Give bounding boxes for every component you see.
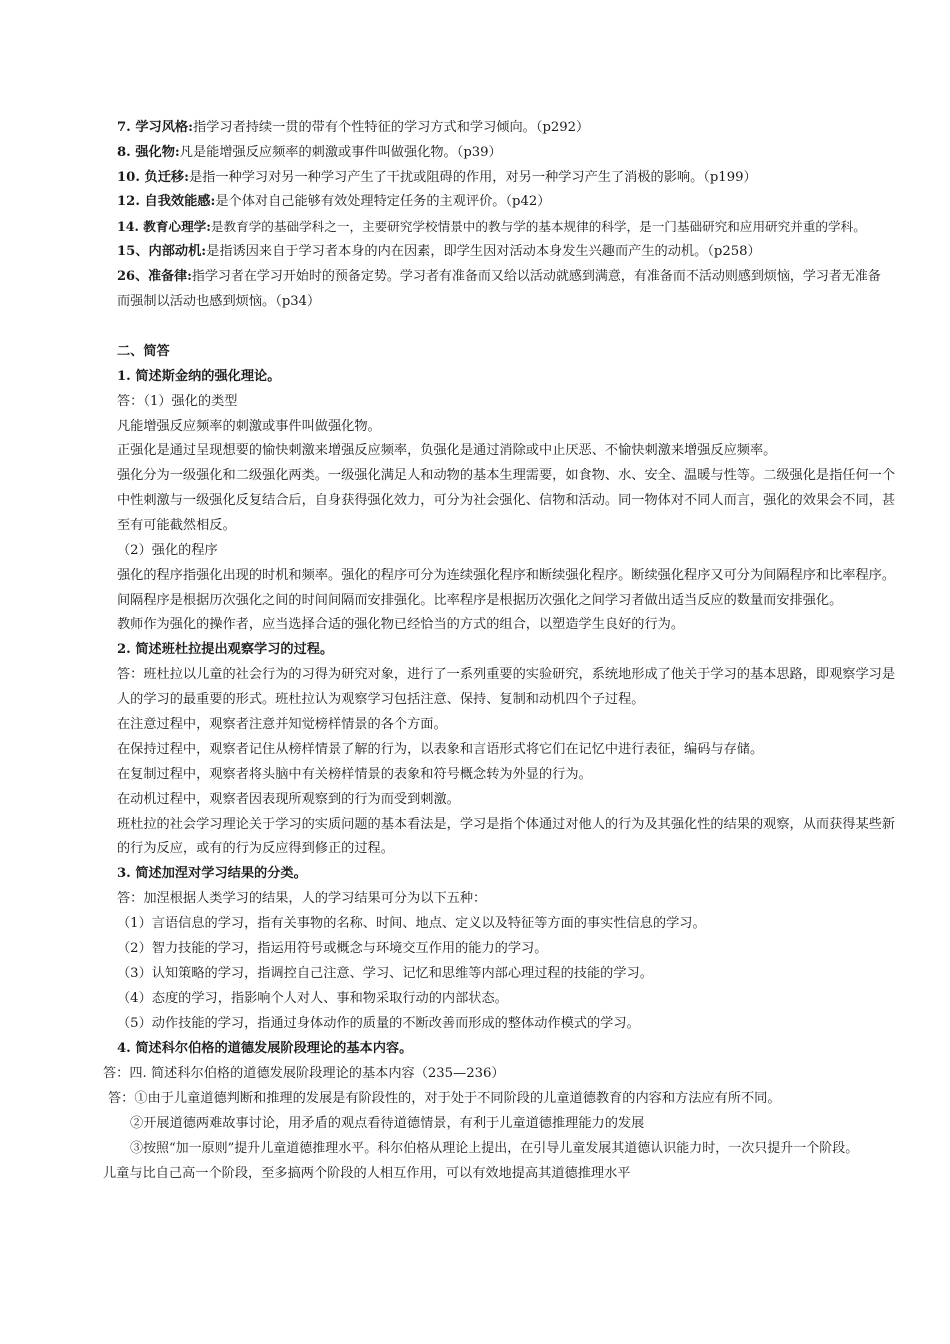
answer-line: 正强化是通过呈现想要的愉快刺激来增强反应频率，负强化是通过消除或中止厌恶、不愉快刺激来增强反应频率。: [117, 443, 777, 458]
answer-line: 人的学习的最重要的形式。班杜拉认为观察学习包括注意、保持、复制和动机四个子过程。: [117, 692, 645, 707]
answer-line: 在注意过程中，观察者注意并知觉榜样情景的各个方面。: [117, 717, 447, 732]
answer-line: 儿童与比自己高一个阶段，至多搞两个阶段的人相互作用，可以有效地提高其道德推理水平: [103, 1166, 631, 1181]
answer-line: 中性刺激与一级强化反复结合后，自身获得强化效力，可分为社会强化、信物和活动。同一物体对不同人而言，强化的效果会不同，甚: [117, 493, 896, 508]
definition-item: [117, 242, 761, 262]
answer-line: 强化的程序指强化出现的时机和频率。强化的程序可分为连续强化程序和断续强化程序。断续强化程序又可分为间隔程序和比率程序。: [117, 568, 896, 583]
answer-line: 在保持过程中，观察者记住从榜样情景了解的行为，以表象和言语形式将它们在记忆中进行表征，编码与存储。: [117, 742, 764, 757]
definition-term: 12. 自我效能感:: [117, 194, 216, 209]
answer-line: 答：①由于儿童道德判断和推理的发展是有阶段性的，对于处于不同阶段的儿童道德教育的内容和方法应有所不同。: [108, 1091, 781, 1106]
answer-line: （5）动作技能的学习，指通过身体动作的质量的不断改善而形成的整体动作模式的学习。: [117, 1016, 640, 1031]
definition-item: [117, 217, 866, 237]
answer-line: （1）言语信息的学习，指有关事物的名称、时间、地点、定义以及特征等方面的事实性信息的学习。: [117, 916, 706, 931]
answer-line: 在复制过程中，观察者将头脑中有关榜样情景的表象和符号概念转为外显的行为。: [117, 767, 592, 782]
definition-item: [117, 192, 550, 212]
definition-text: 是指诱因来自于学习者本身的内在因素，即学生因对活动本身发生兴趣而产生的动机。（p258）: [206, 244, 761, 259]
definition-text: 是个体对自己能够有效处理特定任务的主观评价。（p42）: [215, 194, 551, 209]
question-title: 1. 简述斯金纳的强化理论。: [117, 369, 281, 384]
answer-line: 班杜拉的社会学习理论关于学习的实质问题的基本看法是，学习是指个体通过对他人的行为及其强化性的结果的观察，从而获得某些新: [117, 817, 896, 832]
answer-line: 答：加涅根据人类学习的结果，人的学习结果可分为以下五种：: [117, 891, 487, 906]
answer-line: 凡能增强反应频率的刺激或事件叫做强化物。: [117, 419, 381, 434]
definition-item: [117, 118, 589, 138]
answer-line: 教师作为强化的操作者，应当选择合适的强化物已经恰当的方式的组合，以塑造学生良好的行为。: [117, 617, 685, 632]
section-title: 二、简答: [117, 344, 170, 359]
answer-line: 的行为反应，或有的行为反应得到修正的过程。: [117, 841, 394, 856]
question-title: 4. 简述科尔伯格的道德发展阶段理论的基本内容。: [117, 1041, 413, 1056]
definition-item: [117, 267, 881, 287]
answer-line: （2）强化的程序: [117, 543, 218, 558]
definition-term: 10. 负迁移:: [117, 170, 189, 185]
answer-line: （4）态度的学习，指影响个人对人、事和物采取行动的内部状态。: [117, 991, 508, 1006]
answer-line: （2）智力技能的学习，指运用符号或概念与环境交互作用的能力的学习。: [117, 941, 548, 956]
definition-text: 是指一种学习对另一种学习产生了干扰或阻碍的作用，对另一种学习产生了消极的影响。（p199）: [188, 170, 757, 185]
definition-text: 是教育学的基础学科之一，主要研究学校情景中的教与学的基本规律的科学，是一门基础研究和应用研究并重的学科。: [210, 219, 866, 234]
definition-item: [117, 168, 757, 188]
definition-term: 7. 学习风格:: [117, 120, 193, 135]
definition-term: 26、准备律:: [117, 269, 192, 284]
definition-text: 指学习者持续一贯的带有个性特征的学习方式和学习倾向。（p292）: [192, 120, 590, 135]
definition-continuation: 而强制以活动也感到烦恼。（p34）: [117, 294, 321, 309]
answer-line: 强化分为一级强化和二级强化两类。一级强化满足人和动物的基本生理需要，如食物、水、安全、温暖与性等。二级强化是指任何一个: [117, 468, 896, 483]
answer-line: 答：四. 简述科尔伯格的道德发展阶段理论的基本内容（235—236）: [103, 1066, 505, 1081]
definition-text: 凡是能增强反应频率的刺激或事件叫做强化物。（p39）: [179, 145, 502, 160]
answer-line: （3）认知策略的学习，指调控自己注意、学习、记忆和思维等内部心理过程的技能的学习。: [117, 966, 653, 981]
definition-item: [117, 143, 502, 163]
answer-line: ③按照“加一原则”提升儿童道德推理水平。科尔伯格从理论上提出，在引导儿童发展其道德认识能力时，一次只提升一个阶段。: [130, 1141, 859, 1156]
answer-line: 间隔程序是根据历次强化之间的时间间隔而安排强化。比率程序是根据历次强化之间学习者做出适当反应的数量而安排强化。: [117, 593, 843, 608]
answer-line: 在动机过程中，观察者因表现所观察到的行为而受到刺激。: [117, 792, 460, 807]
answer-line: ②开展道德两难故事讨论，用矛盾的观点看待道德情景，有利于儿童道德推理能力的发展: [130, 1116, 645, 1131]
definition-term: 15、内部动机:: [117, 244, 207, 259]
question-title: 2. 简述班杜拉提出观察学习的过程。: [117, 642, 334, 657]
definition-term: 14. 教育心理学:: [117, 219, 211, 234]
definition-term: 8. 强化物:: [117, 145, 180, 160]
definition-text: 指学习者在学习开始时的预备定势。学习者有准备而又给以活动就感到满意，有准备而不活动则感到烦恼，学习者无准备: [191, 269, 881, 284]
answer-line: 答：班杜拉以儿童的社会行为的习得为研究对象，进行了一系列重要的实验研究，系统地形成了他关于学习的基本思路，即观察学习是: [117, 667, 896, 682]
question-title: 3. 简述加涅对学习结果的分类。: [117, 866, 307, 881]
answer-line: 答：（1）强化的类型: [117, 394, 238, 409]
answer-line: 至有可能截然相反。: [117, 518, 236, 533]
